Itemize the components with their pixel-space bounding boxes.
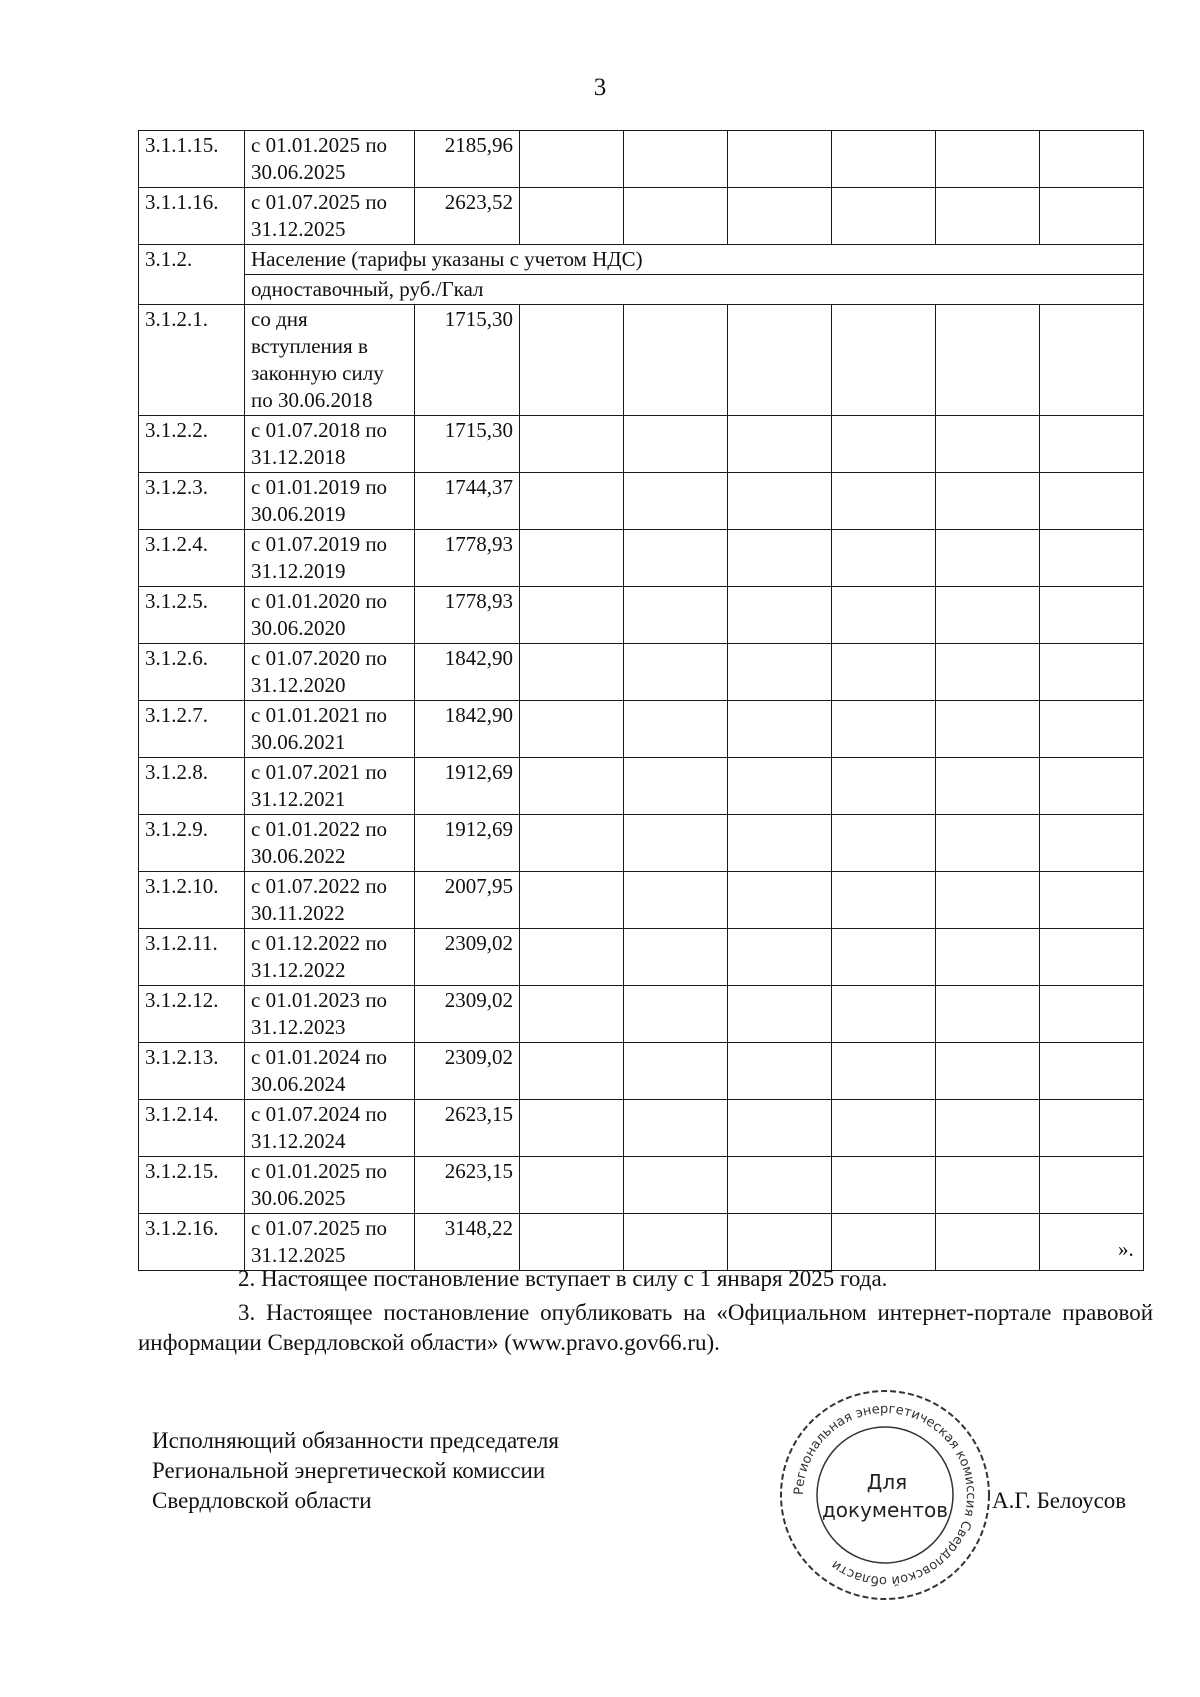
row-num: 3.1.2.12. bbox=[139, 986, 245, 1043]
row-num: 3.1.2.5. bbox=[139, 587, 245, 644]
empty-cell bbox=[936, 1157, 1040, 1214]
empty-cell bbox=[728, 473, 832, 530]
row-period bbox=[245, 1100, 415, 1157]
empty-cell bbox=[520, 305, 624, 416]
empty-cell bbox=[624, 872, 728, 929]
empty-cell bbox=[520, 1043, 624, 1100]
empty-cell bbox=[1040, 530, 1144, 587]
table-row bbox=[139, 530, 1144, 587]
table-row bbox=[139, 1100, 1144, 1157]
row-value: 2309,02 bbox=[415, 929, 520, 986]
period-line: с 01.01.2019 по bbox=[251, 475, 388, 499]
period-line: с 01.12.2022 по bbox=[251, 931, 388, 955]
empty-cell bbox=[936, 644, 1040, 701]
table-row bbox=[139, 416, 1144, 473]
row-period bbox=[245, 1157, 415, 1214]
empty-cell bbox=[520, 1157, 624, 1214]
stamp-center-line2: документов bbox=[821, 1498, 949, 1522]
paragraph-2: 2. Настоящее постановление вступает в силу с 1 января 2025 года. bbox=[238, 1266, 888, 1291]
empty-cell bbox=[624, 644, 728, 701]
empty-cell bbox=[520, 416, 624, 473]
empty-cell bbox=[624, 188, 728, 245]
row-period bbox=[245, 872, 415, 929]
row-value: 1744,37 bbox=[415, 473, 520, 530]
row-period bbox=[245, 1214, 415, 1271]
empty-cell bbox=[832, 644, 936, 701]
empty-cell bbox=[624, 416, 728, 473]
closing-quote: ». bbox=[1118, 1237, 1134, 1261]
empty-cell bbox=[520, 587, 624, 644]
empty-cell bbox=[832, 473, 936, 530]
row-num: 3.1.1.16. bbox=[139, 188, 245, 245]
empty-cell bbox=[624, 986, 728, 1043]
empty-cell bbox=[624, 1214, 728, 1271]
signature-line: Исполняющий обязанности председателя bbox=[152, 1428, 559, 1453]
empty-cell bbox=[520, 815, 624, 872]
empty-cell bbox=[1040, 1157, 1144, 1214]
table-row bbox=[139, 131, 1144, 188]
row-value: 3148,22 bbox=[415, 1214, 520, 1271]
empty-cell bbox=[832, 188, 936, 245]
empty-cell bbox=[728, 530, 832, 587]
row-num: 3.1.2.1. bbox=[139, 305, 245, 416]
row-period bbox=[245, 644, 415, 701]
row-num: 3.1.2.11. bbox=[139, 929, 245, 986]
empty-cell bbox=[520, 644, 624, 701]
empty-cell bbox=[936, 1100, 1040, 1157]
row-period bbox=[245, 929, 415, 986]
table-row bbox=[139, 473, 1144, 530]
period-line: 30.06.2022 bbox=[251, 844, 346, 868]
stamp-outer-ring bbox=[781, 1391, 989, 1599]
empty-cell bbox=[728, 131, 832, 188]
table-row bbox=[139, 815, 1144, 872]
empty-cell bbox=[832, 815, 936, 872]
empty-cell bbox=[520, 1100, 624, 1157]
row-period bbox=[245, 305, 415, 416]
empty-cell bbox=[832, 1043, 936, 1100]
row-period bbox=[245, 986, 415, 1043]
period-line: с 01.07.2025 по bbox=[251, 1216, 388, 1240]
table-row bbox=[139, 1043, 1144, 1100]
empty-cell bbox=[520, 872, 624, 929]
empty-cell bbox=[624, 587, 728, 644]
row-value: 2623,15 bbox=[415, 1157, 520, 1214]
stamp-center-line1: Для bbox=[866, 1470, 908, 1494]
empty-cell bbox=[728, 1043, 832, 1100]
period-line: 30.11.2022 bbox=[251, 901, 345, 925]
empty-cell bbox=[832, 1157, 936, 1214]
row-num: 3.1.2.2. bbox=[139, 416, 245, 473]
period-line: с 01.07.2024 по bbox=[251, 1102, 388, 1126]
empty-cell bbox=[1040, 872, 1144, 929]
row-value: 1778,93 bbox=[415, 530, 520, 587]
empty-cell bbox=[936, 986, 1040, 1043]
period-line: с 01.01.2020 по bbox=[251, 589, 388, 613]
period-line: 31.12.2018 bbox=[251, 445, 346, 469]
empty-cell bbox=[728, 758, 832, 815]
empty-cell bbox=[936, 188, 1040, 245]
group-num: 3.1.2. bbox=[139, 245, 245, 305]
empty-cell bbox=[520, 1214, 624, 1271]
empty-cell bbox=[832, 416, 936, 473]
row-value: 1912,69 bbox=[415, 758, 520, 815]
empty-cell bbox=[936, 1043, 1040, 1100]
empty-cell bbox=[728, 305, 832, 416]
empty-cell bbox=[728, 815, 832, 872]
empty-cell bbox=[832, 587, 936, 644]
empty-cell bbox=[832, 305, 936, 416]
empty-cell bbox=[728, 1100, 832, 1157]
period-line: с 01.07.2018 по bbox=[251, 418, 388, 442]
empty-cell bbox=[832, 1214, 936, 1271]
official-stamp bbox=[775, 1385, 995, 1605]
row-num: 3.1.2.15. bbox=[139, 1157, 245, 1214]
empty-cell bbox=[936, 1214, 1040, 1271]
table-row bbox=[139, 305, 1144, 416]
row-period bbox=[245, 131, 415, 188]
empty-cell bbox=[1040, 1100, 1144, 1157]
tariff-table bbox=[138, 130, 1144, 1271]
row-period bbox=[245, 815, 415, 872]
empty-cell bbox=[520, 701, 624, 758]
period-line: 31.12.2022 bbox=[251, 958, 346, 982]
empty-cell bbox=[832, 872, 936, 929]
row-num: 3.1.2.7. bbox=[139, 701, 245, 758]
empty-cell bbox=[624, 305, 728, 416]
period-line: с 01.01.2023 по bbox=[251, 988, 388, 1012]
period-line: с 01.07.2020 по bbox=[251, 646, 388, 670]
empty-cell bbox=[936, 872, 1040, 929]
row-period bbox=[245, 530, 415, 587]
row-period bbox=[245, 1043, 415, 1100]
row-value: 1842,90 bbox=[415, 701, 520, 758]
empty-cell bbox=[1040, 188, 1144, 245]
empty-cell bbox=[624, 131, 728, 188]
empty-cell bbox=[728, 416, 832, 473]
period-line: с 01.01.2025 по bbox=[251, 133, 388, 157]
table-row bbox=[139, 188, 1144, 245]
group-title-line2: одноставочный, руб./Гкал bbox=[245, 275, 1144, 305]
period-line: по 30.06.2018 bbox=[251, 388, 373, 412]
empty-cell bbox=[520, 131, 624, 188]
row-num: 3.1.1.15. bbox=[139, 131, 245, 188]
empty-cell bbox=[1040, 131, 1144, 188]
row-period bbox=[245, 188, 415, 245]
row-value: 1715,30 bbox=[415, 305, 520, 416]
table-row bbox=[139, 929, 1144, 986]
empty-cell bbox=[1040, 758, 1144, 815]
empty-cell bbox=[1040, 986, 1144, 1043]
empty-cell bbox=[728, 929, 832, 986]
rows bbox=[139, 416, 1144, 1271]
empty-cell bbox=[520, 188, 624, 245]
empty-cell bbox=[936, 929, 1040, 986]
row-period bbox=[245, 701, 415, 758]
row-value: 2185,96 bbox=[415, 131, 520, 188]
row-num: 3.1.2.8. bbox=[139, 758, 245, 815]
empty-cell bbox=[624, 530, 728, 587]
empty-cell bbox=[624, 473, 728, 530]
empty-cell bbox=[728, 1157, 832, 1214]
empty-cell bbox=[728, 1214, 832, 1271]
period-line: 31.12.2019 bbox=[251, 559, 346, 583]
empty-cell bbox=[832, 1100, 936, 1157]
table-row bbox=[139, 701, 1144, 758]
row-num: 3.1.2.6. bbox=[139, 644, 245, 701]
row-num: 3.1.2.16. bbox=[139, 1214, 245, 1271]
period-line: с 01.01.2021 по bbox=[251, 703, 388, 727]
row-value: 2623,52 bbox=[415, 188, 520, 245]
empty-cell bbox=[832, 131, 936, 188]
empty-cell bbox=[832, 701, 936, 758]
empty-cell bbox=[936, 758, 1040, 815]
empty-cell bbox=[624, 929, 728, 986]
empty-cell bbox=[520, 929, 624, 986]
row-value: 2007,95 bbox=[415, 872, 520, 929]
period-line: с 01.01.2025 по bbox=[251, 1159, 388, 1183]
empty-cell bbox=[728, 872, 832, 929]
empty-cell bbox=[520, 473, 624, 530]
empty-cell bbox=[1040, 644, 1144, 701]
row-num: 3.1.2.3. bbox=[139, 473, 245, 530]
empty-cell bbox=[832, 758, 936, 815]
row-num: 3.1.2.14. bbox=[139, 1100, 245, 1157]
empty-cell bbox=[832, 530, 936, 587]
empty-cell bbox=[936, 530, 1040, 587]
row-period bbox=[245, 473, 415, 530]
paragraph-3: 3. Настоящее постановление опубликовать на «Официальном интернет-портале правовой информации Свердловской области» (www.pravo.gov66.ru). bbox=[138, 1300, 1153, 1355]
empty-cell bbox=[728, 644, 832, 701]
table-row bbox=[139, 1157, 1144, 1214]
stamp-ring-text: Региональная энергетическая комиссия Свердловской области bbox=[791, 1401, 979, 1589]
empty-cell bbox=[624, 815, 728, 872]
table-row bbox=[139, 1214, 1144, 1271]
empty-cell bbox=[936, 815, 1040, 872]
table-row bbox=[139, 644, 1144, 701]
empty-cell bbox=[936, 305, 1040, 416]
period-line: законную силу bbox=[251, 361, 384, 385]
group-title-line1: Население (тарифы указаны с учетом НДС) bbox=[245, 245, 1144, 275]
table-row bbox=[139, 587, 1144, 644]
row-value: 1715,30 bbox=[415, 416, 520, 473]
empty-cell bbox=[1040, 929, 1144, 986]
table-row bbox=[139, 758, 1144, 815]
empty-cell bbox=[1040, 473, 1144, 530]
empty-cell bbox=[624, 701, 728, 758]
row-num: 3.1.2.4. bbox=[139, 530, 245, 587]
table-row bbox=[139, 986, 1144, 1043]
empty-cell bbox=[832, 986, 936, 1043]
rows-before bbox=[139, 131, 1144, 245]
row-period bbox=[245, 416, 415, 473]
period-line: 31.12.2025 bbox=[251, 217, 346, 241]
signature-block bbox=[152, 1426, 559, 1516]
period-line: 30.06.2021 bbox=[251, 730, 346, 754]
table-row bbox=[139, 872, 1144, 929]
row-num: 3.1.2.10. bbox=[139, 872, 245, 929]
empty-cell bbox=[1040, 305, 1144, 416]
period-line: 31.12.2020 bbox=[251, 673, 346, 697]
empty-cell bbox=[520, 758, 624, 815]
period-line: 30.06.2025 bbox=[251, 160, 346, 184]
row-value: 1842,90 bbox=[415, 644, 520, 701]
empty-cell bbox=[728, 701, 832, 758]
period-line: со дня bbox=[251, 307, 308, 331]
period-line: с 01.01.2022 по bbox=[251, 817, 388, 841]
empty-cell bbox=[936, 701, 1040, 758]
empty-cell bbox=[520, 986, 624, 1043]
empty-cell bbox=[1040, 416, 1144, 473]
row-num: 3.1.2.13. bbox=[139, 1043, 245, 1100]
empty-cell bbox=[624, 1100, 728, 1157]
empty-cell bbox=[728, 986, 832, 1043]
period-line: 30.06.2025 bbox=[251, 1186, 346, 1210]
empty-cell bbox=[728, 188, 832, 245]
empty-cell bbox=[624, 1157, 728, 1214]
period-line: с 01.07.2022 по bbox=[251, 874, 388, 898]
empty-cell bbox=[624, 1043, 728, 1100]
period-line: с 01.01.2024 по bbox=[251, 1045, 388, 1069]
period-line: 30.06.2024 bbox=[251, 1072, 346, 1096]
row-value: 2623,15 bbox=[415, 1100, 520, 1157]
empty-cell bbox=[936, 587, 1040, 644]
empty-cell bbox=[936, 473, 1040, 530]
period-line: вступления в bbox=[251, 334, 368, 358]
group-header bbox=[139, 245, 1144, 416]
period-line: с 01.07.2019 по bbox=[251, 532, 388, 556]
period-line: с 01.07.2025 по bbox=[251, 190, 388, 214]
empty-cell bbox=[1040, 815, 1144, 872]
row-value: 2309,02 bbox=[415, 986, 520, 1043]
empty-cell bbox=[624, 758, 728, 815]
period-line: 30.06.2020 bbox=[251, 616, 346, 640]
period-line: 30.06.2019 bbox=[251, 502, 346, 526]
empty-cell bbox=[728, 587, 832, 644]
signature-line: Региональной энергетической комиссии bbox=[152, 1458, 546, 1483]
period-line: 31.12.2024 bbox=[251, 1129, 346, 1153]
group-row bbox=[139, 245, 1144, 275]
stamp-inner-ring bbox=[817, 1427, 953, 1563]
row-value: 2309,02 bbox=[415, 1043, 520, 1100]
row-period bbox=[245, 587, 415, 644]
period-line: 31.12.2023 bbox=[251, 1015, 346, 1039]
row-value: 1778,93 bbox=[415, 587, 520, 644]
empty-cell bbox=[520, 530, 624, 587]
signature-line: Свердловской области bbox=[152, 1488, 372, 1513]
empty-cell bbox=[1040, 587, 1144, 644]
period-line: с 01.07.2021 по bbox=[251, 760, 388, 784]
page-number: 3 bbox=[593, 74, 607, 101]
empty-cell bbox=[1040, 701, 1144, 758]
row-period bbox=[245, 758, 415, 815]
period-line: 31.12.2021 bbox=[251, 787, 346, 811]
group-row-2 bbox=[139, 275, 1144, 305]
row-num: 3.1.2.9. bbox=[139, 815, 245, 872]
empty-cell bbox=[936, 416, 1040, 473]
period-line: 31.12.2025 bbox=[251, 1243, 346, 1267]
signer-name: А.Г. Белоусов bbox=[992, 1488, 1127, 1513]
row-value: 1912,69 bbox=[415, 815, 520, 872]
empty-cell bbox=[832, 929, 936, 986]
empty-cell bbox=[936, 131, 1040, 188]
empty-cell bbox=[1040, 1043, 1144, 1100]
